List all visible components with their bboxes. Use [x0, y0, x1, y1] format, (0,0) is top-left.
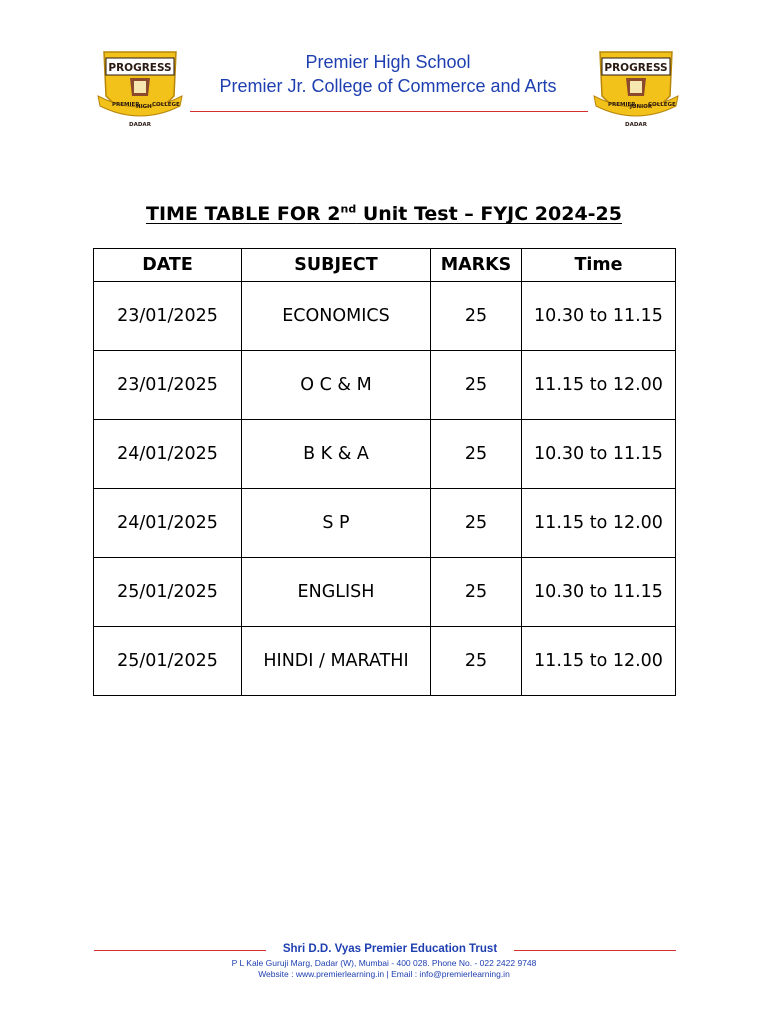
table-header-row	[94, 249, 676, 282]
logo-ribbon-left: PREMIER	[608, 102, 636, 108]
subject-cell: HINDI / MARATHI	[242, 627, 431, 696]
footer-trust-name: Shri D.D. Vyas Premier Education Trust	[282, 943, 498, 955]
date-cell: 23/01/2025	[94, 282, 242, 351]
title-suffix: Unit Test – FYJC 2024-25	[356, 203, 622, 226]
column-header-date: DATE	[94, 249, 242, 282]
title-superscript: nd	[340, 203, 357, 216]
logo-word: PROGRESS	[108, 62, 172, 74]
footer-divider-left	[94, 950, 266, 951]
logo-place: DADAR	[129, 122, 151, 128]
school-crest-logo-left	[94, 44, 186, 134]
subject-cell: O C & M	[242, 351, 431, 420]
marks-cell: 25	[431, 627, 522, 696]
column-header-time: Time	[522, 249, 676, 282]
table-row	[94, 489, 676, 558]
subject-cell: B K & A	[242, 420, 431, 489]
logo-ribbon-mid: HIGH	[136, 104, 152, 110]
column-header-marks: MARKS	[431, 249, 522, 282]
footer-contact: Website : www.premierlearning.in | Email : info@premierlearning.in	[258, 969, 510, 979]
header-divider	[190, 111, 588, 112]
timetable	[93, 248, 676, 696]
time-cell: 11.15 to 12.00	[522, 351, 676, 420]
marks-cell: 25	[431, 351, 522, 420]
time-cell: 11.15 to 12.00	[522, 627, 676, 696]
time-cell: 10.30 to 11.15	[522, 420, 676, 489]
subject-cell: S P	[242, 489, 431, 558]
table-row	[94, 351, 676, 420]
subject-cell: ENGLISH	[242, 558, 431, 627]
logo-ribbon-right: COLLEGE	[648, 102, 676, 108]
time-cell: 11.15 to 12.00	[522, 489, 676, 558]
document-title	[0, 203, 768, 225]
logo-ribbon-right: COLLEGE	[152, 102, 180, 108]
school-crest-logo-right	[590, 44, 682, 134]
subject-cell: ECONOMICS	[242, 282, 431, 351]
marks-cell: 25	[431, 282, 522, 351]
marks-cell: 25	[431, 558, 522, 627]
date-cell: 24/01/2025	[94, 420, 242, 489]
date-cell: 23/01/2025	[94, 351, 242, 420]
date-cell: 24/01/2025	[94, 489, 242, 558]
marks-cell: 25	[431, 489, 522, 558]
college-name: Premier Jr. College of Commerce and Arts	[219, 76, 557, 96]
time-cell: 10.30 to 11.15	[522, 282, 676, 351]
table-row	[94, 420, 676, 489]
table-row	[94, 627, 676, 696]
marks-cell: 25	[431, 420, 522, 489]
logo-ribbon-mid: JUNIOR	[630, 104, 653, 110]
logo-word: PROGRESS	[604, 62, 668, 74]
table-row	[94, 282, 676, 351]
logo-ribbon-left: PREMIER	[112, 102, 140, 108]
footer-divider-right	[514, 950, 676, 951]
title-prefix: TIME TABLE FOR 2	[145, 203, 341, 226]
school-name: Premier High School	[305, 52, 471, 72]
column-header-subject: SUBJECT	[242, 249, 431, 282]
footer-address: P L Kale Guruji Marg, Dadar (W), Mumbai - 400 028. Phone No. - 022 2422 9748	[231, 958, 537, 968]
time-cell: 10.30 to 11.15	[522, 558, 676, 627]
logo-place: DADAR	[625, 122, 647, 128]
table-row	[94, 558, 676, 627]
date-cell: 25/01/2025	[94, 627, 242, 696]
date-cell: 25/01/2025	[94, 558, 242, 627]
